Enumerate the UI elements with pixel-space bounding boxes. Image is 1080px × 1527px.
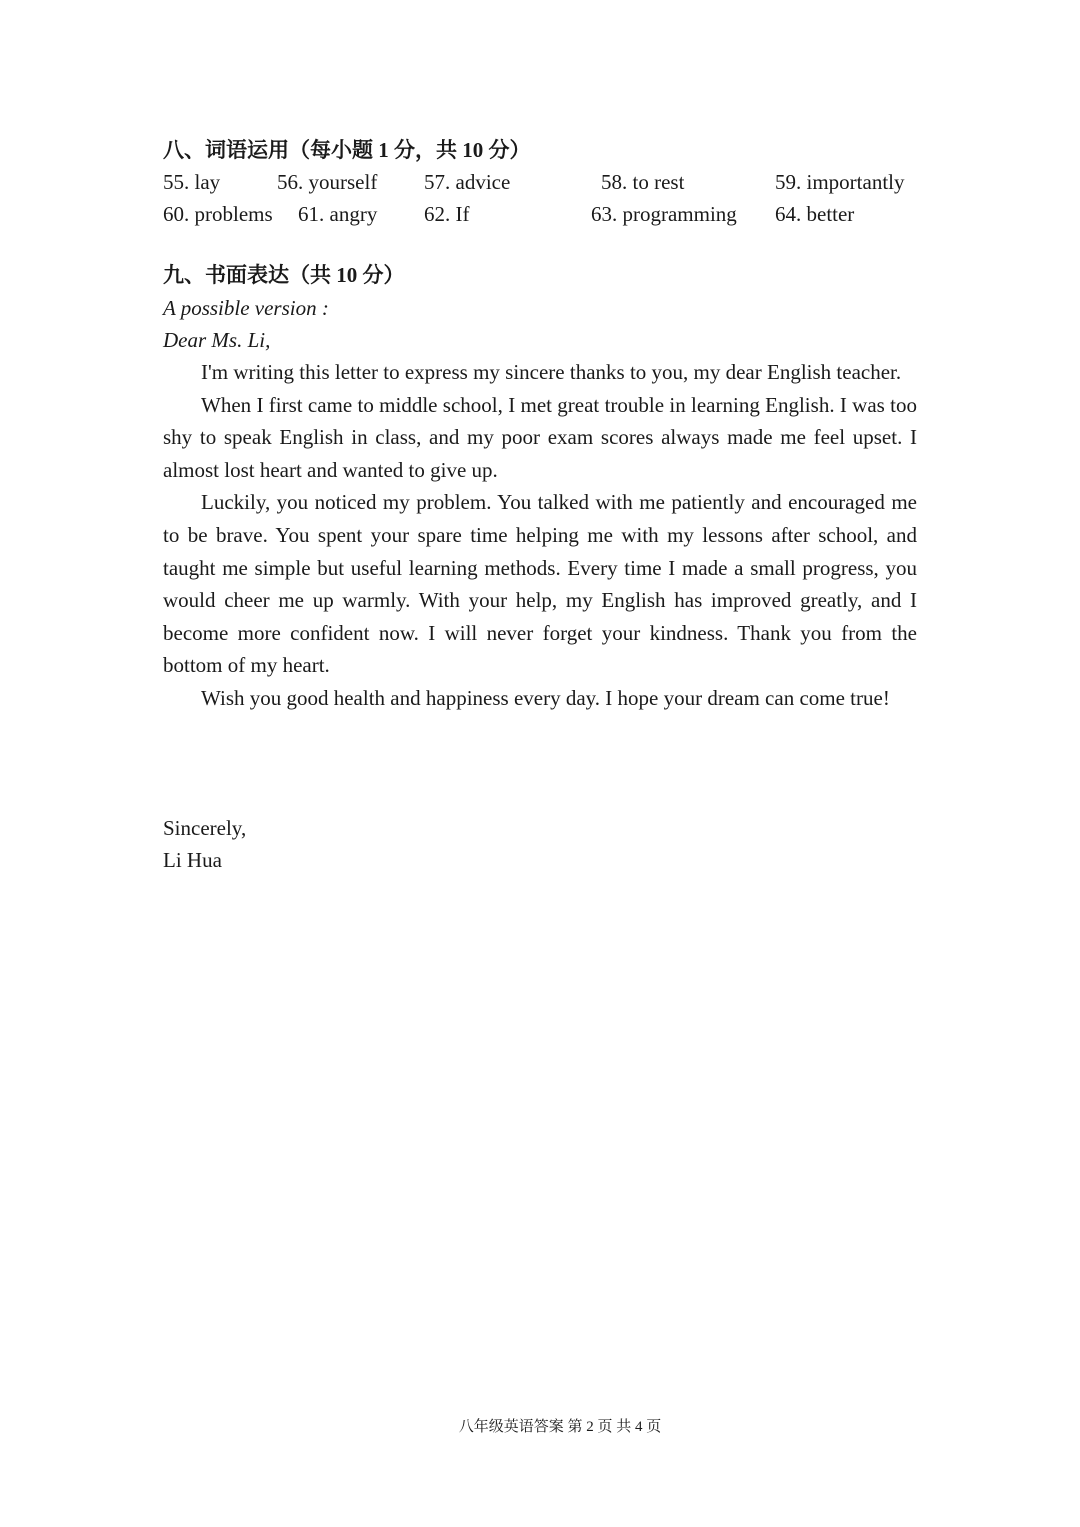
letter-body <box>163 356 917 715</box>
section-9-heading: 九、书面表达（共 10 分） <box>163 263 405 287</box>
answer-55: 55. lay <box>163 170 221 194</box>
letter-paragraph-2: When I first came to middle school, I met great trouble in learning English. I was too shy to speak English in class, and my poor exam scores always made me feel upset. I almost lost heart and wanted to give up. <box>163 392 917 482</box>
answer-56: 56. yourself <box>277 170 378 194</box>
answer-63: 63. programming <box>591 202 737 226</box>
answer-61: 61. angry <box>298 202 378 226</box>
section-8-heading: 八、词语运用（每小题 1 分，共 10 分） <box>163 138 531 162</box>
letter-greeting: Dear Ms. Li, <box>163 328 271 352</box>
letter-paragraph-1: I'm writing this letter to express my sincere thanks to you, my dear English teacher. <box>201 360 902 384</box>
answer-59: 59. importantly <box>775 170 905 194</box>
letter-paragraph-3: Luckily, you noticed my problem. You talked with me patiently and encouraged me to be brave. You spent your spare time helping me with my lessons after school, and taught me simple but useful learning methods. Every time I made a small progress, you would cheer me up warmly. With your help, my English has improved greatly, and I become more confident now. I will never forget your kindness. Thank you from the bottom of my heart. <box>163 490 917 678</box>
letter-paragraph-4: Wish you good health and happiness every day. I hope your dream can come true! <box>201 685 890 710</box>
answer-62: 62. If <box>424 202 470 226</box>
answer-64: 64. better <box>775 202 855 226</box>
answer-57: 57. advice <box>424 170 511 194</box>
version-intro: A possible version : <box>163 296 329 320</box>
letter-closing: Sincerely, <box>163 816 247 840</box>
letter-signature: Li Hua <box>163 848 222 872</box>
page-footer: 八年级英语答案 第 2 页 共 4 页 <box>458 1419 662 1435</box>
answer-60: 60. problems <box>163 202 273 226</box>
answer-58: 58. to rest <box>601 170 685 194</box>
